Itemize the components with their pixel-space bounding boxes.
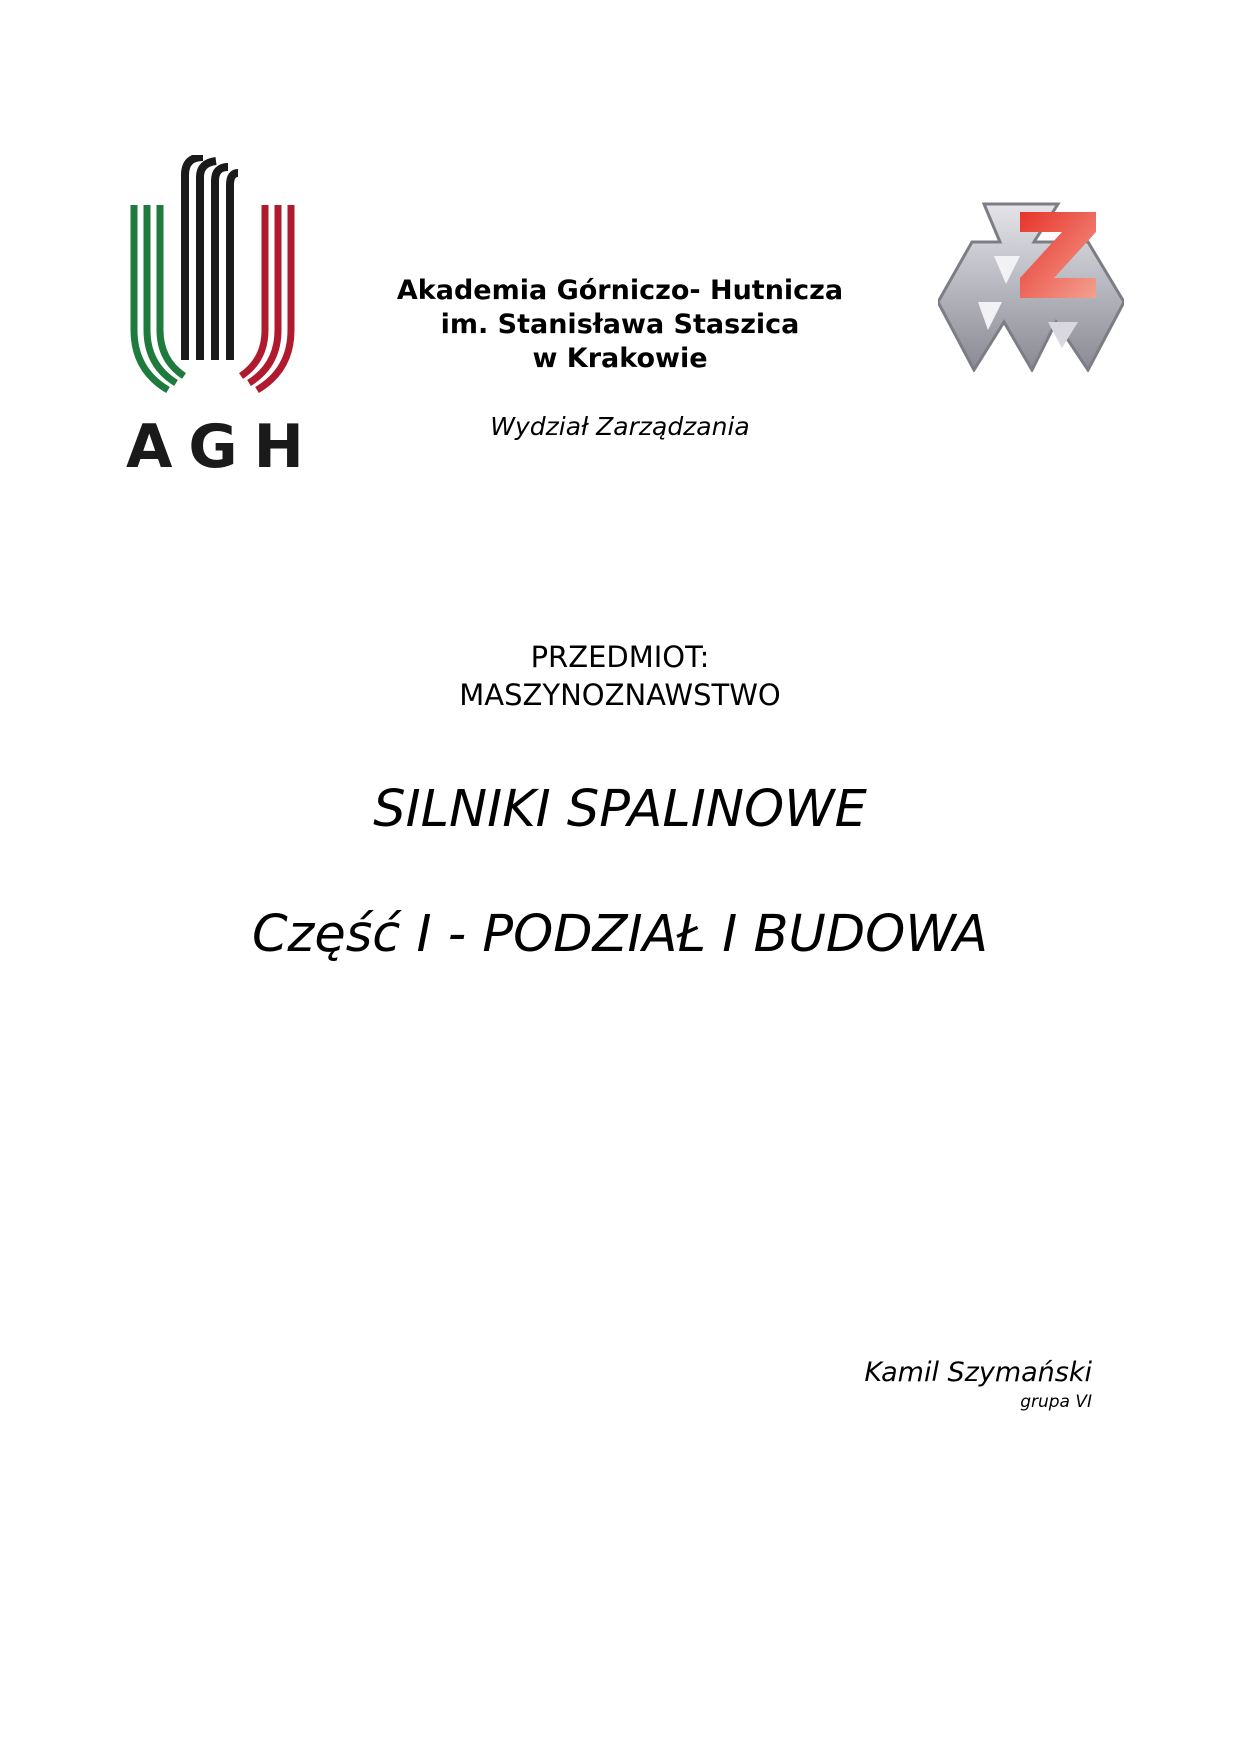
agh-logo-letters: AGH — [126, 412, 320, 482]
university-name — [330, 274, 910, 376]
university-line-3: w Krakowie — [532, 343, 708, 374]
document-title: SILNIKI SPALINOWE — [373, 780, 867, 839]
faculty-name: Wydział Zarządzania — [490, 412, 750, 441]
subject — [320, 638, 920, 714]
wz-faculty-logo-icon — [938, 202, 1124, 372]
university-line-1: Akademia Górniczo- Hutnicza — [396, 275, 844, 306]
subject-name: MASZYNOZNAWSTWO — [459, 678, 781, 712]
author-name: Kamil Szymański — [864, 1357, 1092, 1388]
author-group: grupa VI — [1020, 1392, 1092, 1412]
subject-label: PRZEDMIOT: — [530, 640, 710, 674]
university-line-2: im. Stanisława Staszica — [440, 309, 800, 340]
document-part-title: Część I - PODZIAŁ I BUDOWA — [251, 905, 989, 964]
